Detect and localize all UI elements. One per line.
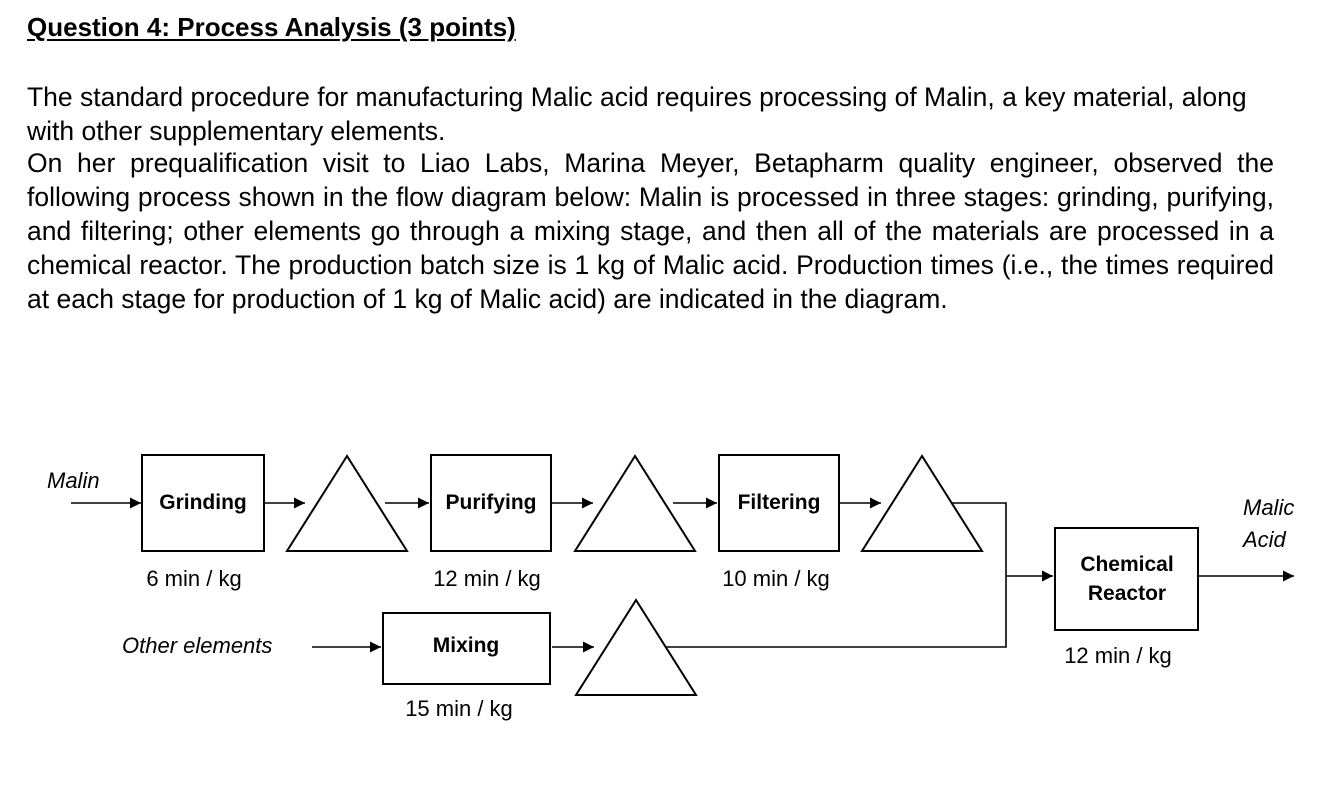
process-description-paragraph: On her prequalification visit to Liao Labs, Marina Meyer, Betapharm quality engineer, observed the following process shown in the flow diagram below: Malin is processed in three stages: grinding, purifying, and filtering; other elements go through a mixing stage, and then all of the materials are processed in a chemical reactor. The production batch size is 1 kg of Malic acid. Production times (i.e., the times required at each stage for production of 1 kg of Malic acid) are indicated in the diagram. — [27, 148, 1274, 314]
question-title: Question 4: Process Analysis (3 points) — [27, 12, 516, 42]
grinding-time: 6 min / kg — [146, 566, 242, 591]
mixing-stage-label: Mixing — [432, 634, 500, 657]
purifying-time: 12 min / kg — [433, 566, 541, 591]
input-malin-label: Malin — [47, 468, 100, 493]
purifying-stage-label: Purifying — [445, 491, 537, 514]
filtering-time: 10 min / kg — [722, 566, 830, 591]
chemical-reactor-label-line1: Chemical — [1080, 553, 1174, 576]
chemical-reactor-box — [1055, 528, 1198, 630]
chemical-reactor-time: 12 min / kg — [1064, 643, 1172, 668]
flow-connector-bottom-to-merge — [666, 576, 1006, 647]
filtering-stage-label: Filtering — [737, 491, 821, 514]
grinding-stage-label: Grinding — [159, 491, 247, 514]
chemical-reactor-label-line2: Reactor — [1087, 582, 1167, 605]
mixing-time: 15 min / kg — [405, 696, 513, 721]
intro-paragraph: The standard procedure for manufacturing Malic acid requires processing of Malin, a key material, along with other supplementary elements. — [27, 82, 1247, 146]
output-malic-label: Malic — [1243, 495, 1295, 520]
output-acid-label: Acid — [1243, 527, 1286, 552]
input-other-elements-label: Other elements — [122, 633, 273, 658]
